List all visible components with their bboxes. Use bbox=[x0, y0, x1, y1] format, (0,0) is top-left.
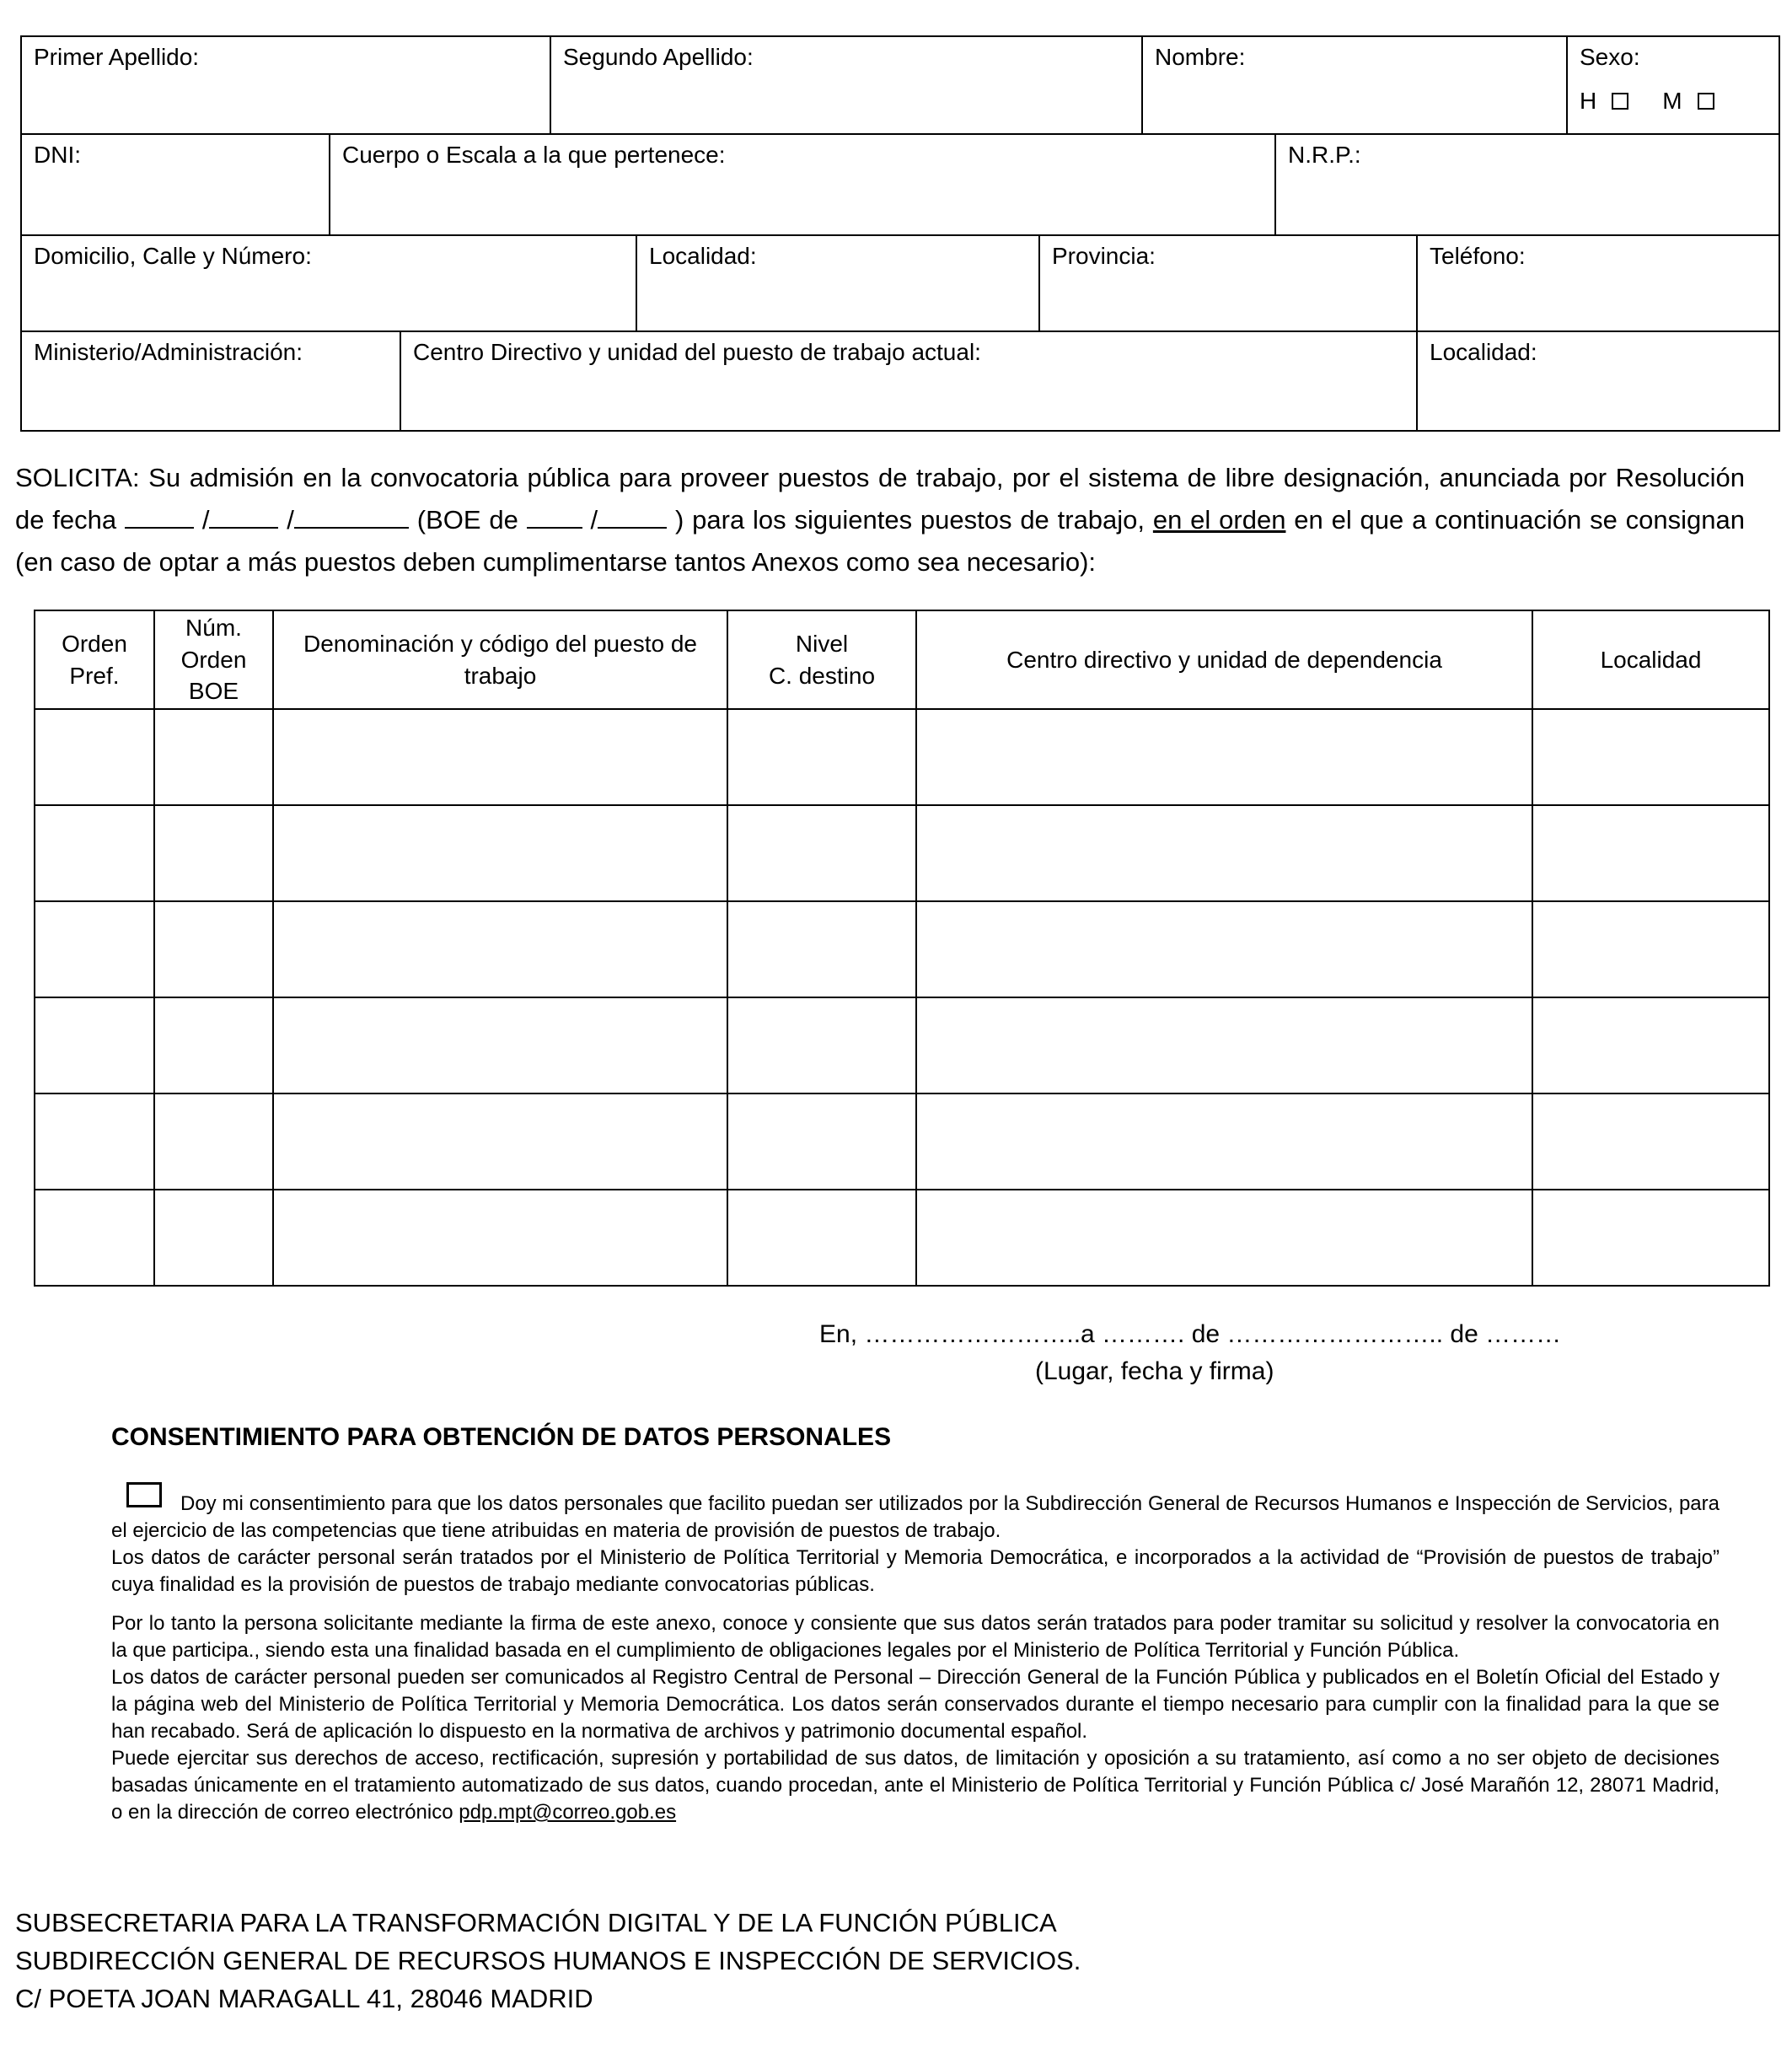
table-cell[interactable] bbox=[1532, 709, 1769, 805]
table-header-row bbox=[35, 610, 1769, 709]
segundo-apellido-field[interactable] bbox=[551, 37, 1143, 133]
consent-p1: Doy mi consentimiento para que los datos personales que facilito puedan ser utilizados por la Subdirección General de Recursos Humanos e Inspección de Servicios, para el ejercicio de las competencias que tiene atribuidas en materia de provisión de puestos de trabajo. bbox=[111, 1492, 1720, 1542]
provincia-field[interactable] bbox=[1040, 236, 1418, 330]
dni-field[interactable] bbox=[22, 135, 330, 234]
table-cell[interactable] bbox=[916, 709, 1532, 805]
localidad-label: Localidad: bbox=[649, 243, 757, 269]
footer-line-1: SUBSECRETARIA PARA LA TRANSFORMACIÓN DIGITAL Y DE LA FUNCIÓN PÚBLICA bbox=[15, 1908, 1057, 1937]
column-header bbox=[916, 610, 1532, 709]
header-orden-pref: Orden Pref. bbox=[62, 630, 127, 689]
table-cell[interactable] bbox=[916, 1093, 1532, 1190]
consent-paragraph: Los datos de carácter personal serán tratados por el Ministerio de Política Territorial y Memoria Democrática, e incorporados a la actividad de “Provisión de puestos de trabajo” cuya finalidad es la provisión de puestos de trabajo mediante convocatorias públicas. bbox=[111, 1546, 1720, 1596]
table-cell[interactable] bbox=[35, 1190, 154, 1286]
signature-line[interactable]: En, ……………………..a ………. de …………………….. de ……… bbox=[819, 1320, 1562, 1348]
sexo-options bbox=[1580, 86, 1714, 116]
ministerio-field[interactable] bbox=[22, 332, 401, 430]
fecha-dia-blank[interactable] bbox=[125, 505, 194, 529]
table-row bbox=[35, 901, 1769, 997]
telefono-label: Teléfono: bbox=[1430, 243, 1526, 269]
consent-paragraph: Por lo tanto la persona solicitante mediante la firma de este anexo, conoce y consiente que sus datos serán tratados para poder tramitar su solicitud y resolver la convocatoria en la que participa., siendo esta una finalidad basada en el cumplimiento de obligaciones legales por el Ministerio de Política Territorial y Función Pública. bbox=[111, 1612, 1720, 1662]
nrp-field[interactable] bbox=[1276, 135, 1779, 234]
personal-row-2 bbox=[22, 135, 1779, 236]
table-cell[interactable] bbox=[1532, 1190, 1769, 1286]
solicita-text-2: (BOE de bbox=[416, 505, 518, 535]
localidad-actual-field[interactable] bbox=[1418, 332, 1779, 430]
nombre-label: Nombre: bbox=[1155, 44, 1246, 70]
table-cell[interactable] bbox=[916, 901, 1532, 997]
solicita-underlined: en el orden bbox=[1152, 505, 1286, 535]
cuerpo-field[interactable] bbox=[330, 135, 1276, 234]
table-cell[interactable] bbox=[154, 1093, 273, 1190]
consent-text bbox=[111, 1491, 1720, 1826]
personal-data-box bbox=[20, 35, 1780, 432]
table-cell[interactable] bbox=[154, 709, 273, 805]
sexo-m-checkbox[interactable] bbox=[1698, 93, 1714, 110]
table-cell[interactable] bbox=[35, 1093, 154, 1190]
table-cell[interactable] bbox=[1532, 901, 1769, 997]
table-cell[interactable] bbox=[916, 1190, 1532, 1286]
solicita-paragraph: SOLICITA: Su admisión en la convocatoria pública para proveer puestos de trabajo, por el sistema de libre designación, anunciada por Resolución de fecha / / (BOE de / ) para los siguientes puestos de trabajo, en el orden en el que a continuación se consignan (en caso de optar a más puestos deben cumplimentarse tantos Anexos como sea necesario): bbox=[15, 463, 1745, 577]
column-header bbox=[35, 610, 154, 709]
signature-caption: (Lugar, fecha y firma) bbox=[1035, 1357, 1274, 1385]
column-header bbox=[1532, 610, 1769, 709]
solicita-text-4: en el que a continuación se consignan (en caso de optar a más puestos deben cumplimentarse tantos Anexos como sea necesario): bbox=[15, 505, 1745, 577]
table-cell[interactable] bbox=[273, 709, 727, 805]
table-cell[interactable] bbox=[35, 805, 154, 901]
table-row bbox=[35, 709, 1769, 805]
table-cell[interactable] bbox=[727, 709, 916, 805]
table-cell[interactable] bbox=[273, 997, 727, 1093]
footer-line-3: C/ POETA JOAN MARAGALL 41, 28046 MADRID bbox=[15, 1984, 593, 2013]
table-cell[interactable] bbox=[273, 901, 727, 997]
consent-paragraph bbox=[111, 1745, 1720, 1826]
table-cell[interactable] bbox=[727, 901, 916, 997]
column-header bbox=[154, 610, 273, 709]
footer-address bbox=[15, 1904, 1081, 2018]
table-cell[interactable] bbox=[916, 997, 1532, 1093]
consent-title: CONSENTIMIENTO PARA OBTENCIÓN DE DATOS PERSONALES bbox=[111, 1423, 892, 1451]
table-cell[interactable] bbox=[727, 805, 916, 901]
sexo-label: Sexo: bbox=[1580, 44, 1640, 70]
personal-row-4 bbox=[22, 332, 1779, 430]
sexo-field bbox=[1568, 37, 1779, 133]
solicita-text-1: SOLICITA: Su admisión en la convocatoria pública para proveer puestos de trabajo, por el sistema de libre designación, anunciada por Resolución de fecha bbox=[15, 463, 1745, 535]
column-header bbox=[727, 610, 916, 709]
footer-line-2: SUBDIRECCIÓN GENERAL DE RECURSOS HUMANOS E INSPECCIÓN DE SERVICIOS. bbox=[15, 1946, 1081, 1975]
table-row bbox=[35, 1190, 1769, 1286]
centro-directivo-label: Centro Directivo y unidad del puesto de trabajo actual: bbox=[413, 339, 981, 365]
sexo-h-label: H bbox=[1580, 88, 1597, 114]
centro-directivo-field[interactable] bbox=[401, 332, 1418, 430]
primer-apellido-field[interactable] bbox=[22, 37, 551, 133]
header-denominacion: Denominación y código del puesto de trabajo bbox=[303, 630, 697, 689]
consent-paragraph: Los datos de carácter personal pueden ser comunicados al Registro Central de Personal – Dirección General de la Función Pública y publicados en el Boletín Oficial del Estado y la página web del Ministerio de Política Territorial y Memoria Democrática. Los datos serán conservados durante el tiempo necesario para cumplir con la finalidad para la que se han recabado. Será de aplicación lo dispuesto en la normativa de archivos y patrimonio documental español. bbox=[111, 1666, 1720, 1743]
header-num-orden-boe: Núm. Orden BOE bbox=[180, 614, 247, 705]
positions-table bbox=[34, 610, 1770, 1287]
table-cell[interactable] bbox=[1532, 997, 1769, 1093]
table-cell[interactable] bbox=[273, 1093, 727, 1190]
solicita-text-3: ) para los siguientes puestos de trabajo, bbox=[675, 505, 1145, 535]
dni-label: DNI: bbox=[34, 142, 81, 168]
fecha-mes-blank[interactable] bbox=[209, 505, 278, 529]
table-cell[interactable] bbox=[35, 901, 154, 997]
primer-apellido-label: Primer Apellido: bbox=[34, 44, 200, 70]
nrp-label: N.R.P.: bbox=[1288, 142, 1361, 168]
sexo-m-label: M bbox=[1662, 88, 1682, 114]
table-cell[interactable] bbox=[727, 997, 916, 1093]
localidad-field[interactable] bbox=[637, 236, 1040, 330]
table-row bbox=[35, 805, 1769, 901]
personal-row-1 bbox=[22, 37, 1779, 135]
consent-p5: Puede ejercitar sus derechos de acceso, rectificación, supresión y portabilidad de sus datos, de limitación y oposición a su tratamiento, así como a no ser objeto de decisiones basadas únicamente en el tratamiento automatizado de sus datos, cuando procedan, ante el Ministerio de Política Territorial y Función Pública c/ José Marañón 12, 28071 Madrid, o en la dirección de correo electrónico bbox=[111, 1747, 1720, 1824]
domicilio-field[interactable] bbox=[22, 236, 637, 330]
table-cell[interactable] bbox=[727, 1093, 916, 1190]
ministerio-label: Ministerio/Administración: bbox=[34, 339, 303, 365]
table-cell[interactable] bbox=[154, 901, 273, 997]
table-cell[interactable] bbox=[273, 805, 727, 901]
table-cell[interactable] bbox=[1532, 805, 1769, 901]
table-cell[interactable] bbox=[273, 1190, 727, 1286]
consent-paragraph bbox=[111, 1491, 1720, 1545]
header-localidad: Localidad bbox=[1600, 646, 1702, 673]
header-centro-directivo: Centro directivo y unidad de dependencia bbox=[1006, 646, 1442, 673]
fecha-anio-blank[interactable] bbox=[294, 505, 409, 529]
column-header bbox=[273, 610, 727, 709]
telefono-field[interactable] bbox=[1418, 236, 1779, 330]
table-cell[interactable] bbox=[35, 997, 154, 1093]
table-cell[interactable] bbox=[154, 805, 273, 901]
boe-dia-blank[interactable] bbox=[527, 505, 582, 529]
nombre-field[interactable] bbox=[1143, 37, 1568, 133]
table-row bbox=[35, 997, 1769, 1093]
localidad-actual-label: Localidad: bbox=[1430, 339, 1537, 365]
personal-row-3 bbox=[22, 236, 1779, 332]
table-row bbox=[35, 1093, 1769, 1190]
segundo-apellido-label: Segundo Apellido: bbox=[563, 44, 754, 70]
cuerpo-label: Cuerpo o Escala a la que pertenece: bbox=[342, 142, 726, 168]
table-cell[interactable] bbox=[1532, 1093, 1769, 1190]
email-link[interactable]: pdp.mpt@correo.gob.es bbox=[459, 1801, 677, 1824]
table-cell[interactable] bbox=[154, 997, 273, 1093]
boe-mes-blank[interactable] bbox=[598, 505, 667, 529]
header-nivel: Nivel C. destino bbox=[768, 630, 876, 689]
table-cell[interactable] bbox=[916, 805, 1532, 901]
table-cell[interactable] bbox=[727, 1190, 916, 1286]
domicilio-label: Domicilio, Calle y Número: bbox=[34, 243, 312, 269]
sexo-h-checkbox[interactable] bbox=[1612, 93, 1628, 110]
table-cell[interactable] bbox=[154, 1190, 273, 1286]
provincia-label: Provincia: bbox=[1052, 243, 1156, 269]
table-cell[interactable] bbox=[35, 709, 154, 805]
